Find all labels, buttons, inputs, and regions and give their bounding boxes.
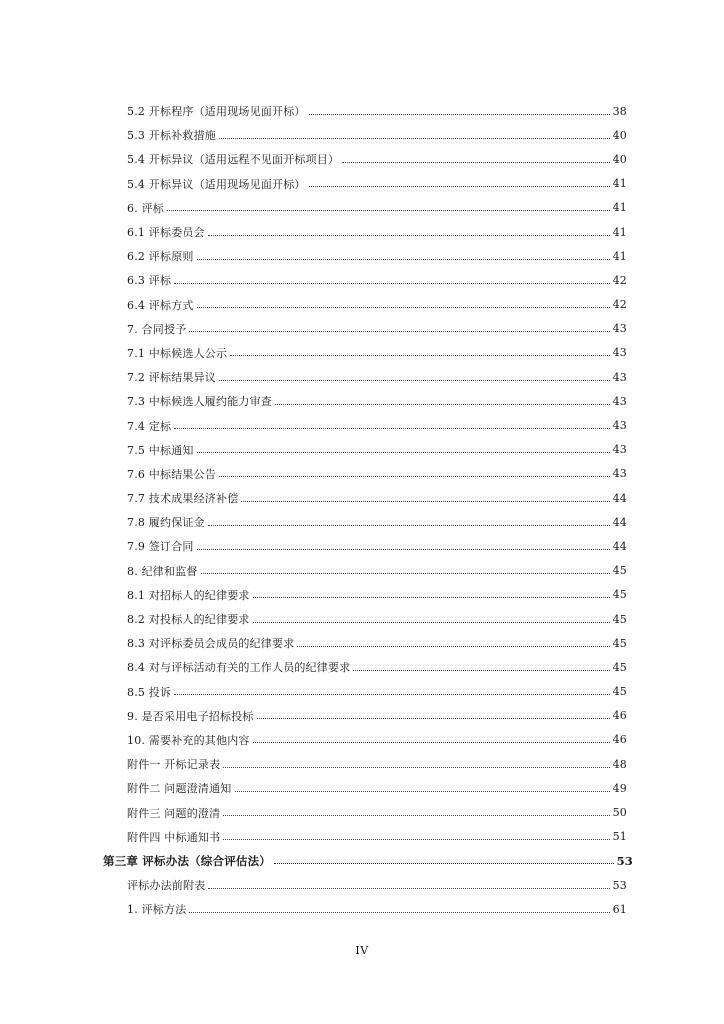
toc-entry-label: 9. 是否采用电子招标投标: [127, 709, 254, 723]
dot-leader: [275, 404, 610, 405]
page-number: IV: [355, 944, 369, 957]
toc-entry-page: 45: [612, 660, 627, 674]
dot-leader: [174, 694, 609, 695]
toc-entry-label: 7.6 中标结果公告: [127, 467, 216, 481]
toc-entry-label: 7.2 评标结果异议: [127, 371, 216, 385]
toc-entry-page: 53: [612, 878, 627, 892]
dot-leader: [197, 307, 610, 308]
toc-entry-label: 附件三 问题的澄清: [127, 806, 221, 820]
toc-entry-page: 43: [612, 467, 627, 481]
toc-entry-label: 附件二 问题澄清通知: [127, 782, 232, 796]
dot-leader: [189, 331, 609, 332]
dot-leader: [223, 839, 609, 840]
toc-entry-page: 43: [612, 322, 627, 336]
toc-entry-page: 51: [612, 830, 627, 844]
toc-entry[interactable]: [127, 752, 627, 776]
dot-leader: [219, 380, 610, 381]
toc-entry[interactable]: [127, 341, 627, 365]
dot-leader: [197, 549, 610, 550]
toc-entry[interactable]: [127, 147, 627, 171]
dot-leader: [197, 452, 610, 453]
dot-leader: [197, 259, 610, 260]
toc-entry-label: 7. 合同授予: [127, 322, 187, 336]
dot-leader: [174, 283, 609, 284]
toc-entry-label: 5.2 开标程序（适用现场见面开标）: [127, 105, 306, 119]
toc-entry-page: 42: [612, 298, 627, 312]
toc-entry[interactable]: [127, 244, 627, 268]
toc-entry-page: 44: [612, 491, 627, 505]
dot-leader: [253, 742, 610, 743]
toc-entry[interactable]: [127, 123, 627, 147]
toc-entry[interactable]: [127, 559, 627, 583]
toc-entry-label: 6.1 评标委员会: [127, 226, 205, 240]
dot-leader: [223, 815, 609, 816]
toc-entry-label: 附件一 开标记录表: [127, 758, 221, 772]
toc-entry[interactable]: [127, 583, 627, 607]
toc-entry-page: 44: [612, 515, 627, 529]
dot-leader: [253, 622, 610, 623]
toc-entry-label: 8.5 投诉: [127, 685, 172, 699]
toc-entry-label: 7.3 中标候选人履约能力审查: [127, 395, 272, 409]
toc-entry[interactable]: [127, 897, 627, 921]
dot-leader: [208, 525, 610, 526]
dot-leader: [257, 718, 610, 719]
toc-entry-page: 53: [616, 853, 633, 868]
dot-leader: [208, 235, 610, 236]
toc-entry-label: 8.2 对投标人的纪律要求: [127, 613, 250, 627]
toc-entry[interactable]: [127, 510, 627, 534]
toc-entry-label: 6.2 评标原则: [127, 250, 194, 264]
toc-entry[interactable]: [127, 704, 627, 728]
toc-entry-page: 50: [612, 806, 627, 820]
toc-entry-page: 44: [612, 539, 627, 553]
dot-leader: [219, 138, 610, 139]
toc-entry[interactable]: [127, 196, 627, 220]
toc-entry-page: 43: [612, 394, 627, 408]
toc-entry-page: 40: [612, 128, 627, 142]
toc-entry-page: 41: [612, 177, 627, 191]
dot-leader: [219, 476, 610, 477]
toc-entry[interactable]: [127, 268, 627, 292]
toc-entry[interactable]: [127, 800, 627, 824]
dot-leader: [253, 597, 610, 598]
toc-entry-page: 49: [612, 781, 627, 795]
toc-entry[interactable]: [127, 873, 627, 897]
toc-entry[interactable]: [127, 534, 627, 558]
toc-entry[interactable]: [127, 607, 627, 631]
toc-entry-label: 7.8 履约保证金: [127, 516, 205, 530]
dot-leader: [223, 767, 609, 768]
toc-entry-page: 42: [612, 273, 627, 287]
toc-entry-label: 7.1 中标候选人公示: [127, 346, 228, 360]
toc-entry-label: 8. 纪律和监督: [127, 564, 198, 578]
dot-leader: [274, 863, 614, 864]
toc-entry-page: 45: [612, 588, 627, 602]
toc-entry-page: 43: [612, 443, 627, 457]
toc-entry[interactable]: [127, 172, 627, 196]
dot-leader: [297, 646, 609, 647]
toc-entry-label: 5.4 开标异议（适用远程不见面开标项目）: [127, 153, 340, 167]
toc-entry-page: 41: [612, 201, 627, 215]
dot-leader: [230, 355, 609, 356]
toc-entry-page: 46: [612, 733, 627, 747]
toc-entry[interactable]: [127, 655, 627, 679]
dot-leader: [241, 501, 609, 502]
table-of-contents: [0, 99, 724, 921]
toc-entry-label: 评标办法前附表: [127, 879, 206, 893]
toc-entry-page: 40: [612, 152, 627, 166]
toc-entry-label: 10. 需要补充的其他内容: [127, 733, 250, 747]
toc-entry-page: 45: [612, 564, 627, 578]
toc-entry-page: 38: [612, 104, 627, 118]
toc-entry-label: 8.3 对评标委员会成员的纪律要求: [127, 637, 295, 651]
toc-entry[interactable]: [127, 462, 627, 486]
toc-entry-page: 61: [612, 902, 627, 916]
toc-entry[interactable]: [127, 486, 627, 510]
dot-leader: [235, 791, 610, 792]
dot-leader: [208, 888, 609, 889]
toc-entry[interactable]: [127, 99, 627, 123]
toc-entry-page: 43: [612, 346, 627, 360]
toc-entry-label: 8.4 对与评标活动有关的工作人员的纪律要求: [127, 661, 351, 675]
toc-entry-page: 45: [612, 685, 627, 699]
toc-entry-label: 7.5 中标通知: [127, 443, 194, 457]
toc-entry-page: 41: [612, 249, 627, 263]
toc-entry-label: 1. 评标方法: [127, 903, 187, 917]
toc-entry-label: 6.3 评标: [127, 274, 172, 288]
dot-leader: [167, 210, 610, 211]
dot-leader: [309, 186, 610, 187]
toc-entry[interactable]: [127, 365, 627, 389]
toc-entry[interactable]: [127, 438, 627, 462]
toc-entry-page: 43: [612, 370, 627, 384]
toc-entry-label: 6. 评标: [127, 201, 164, 215]
dot-leader: [174, 428, 609, 429]
toc-entry-label: 5.4 开标异议（适用现场见面开标）: [127, 177, 306, 191]
toc-entry[interactable]: [127, 317, 627, 341]
toc-entry-page: 46: [612, 709, 627, 723]
toc-entry[interactable]: [127, 413, 627, 437]
toc-entry-label: 6.4 评标方式: [127, 298, 194, 312]
dot-leader: [309, 114, 610, 115]
dot-leader: [353, 670, 609, 671]
toc-entry[interactable]: [127, 680, 627, 704]
toc-entry-label: 7.9 签订合同: [127, 540, 194, 554]
toc-entry[interactable]: [127, 631, 627, 655]
dot-leader: [342, 162, 609, 163]
dot-leader: [189, 912, 609, 913]
toc-entry-page: 43: [612, 419, 627, 433]
toc-chapter-entry[interactable]: [103, 849, 633, 873]
toc-entry-label: 第三章 评标办法（综合评估法）: [103, 853, 272, 868]
toc-entry[interactable]: [127, 776, 627, 800]
toc-entry-label: 7.4 定标: [127, 419, 172, 433]
toc-entry-page: 48: [612, 757, 627, 771]
toc-entry[interactable]: [127, 728, 627, 752]
toc-entry[interactable]: [127, 293, 627, 317]
toc-entry-page: 41: [612, 225, 627, 239]
toc-entry-label: 8.1 对招标人的纪律要求: [127, 588, 250, 602]
toc-entry-label: 5.3 开标补救措施: [127, 129, 216, 143]
toc-entry-label: 附件四 中标通知书: [127, 830, 221, 844]
toc-entry[interactable]: [127, 220, 627, 244]
dot-leader: [201, 573, 610, 574]
toc-entry[interactable]: [127, 825, 627, 849]
toc-entry[interactable]: [127, 389, 627, 413]
toc-entry-page: 45: [612, 636, 627, 650]
toc-entry-label: 7.7 技术成果经济补偿: [127, 492, 239, 506]
toc-entry-page: 45: [612, 612, 627, 626]
